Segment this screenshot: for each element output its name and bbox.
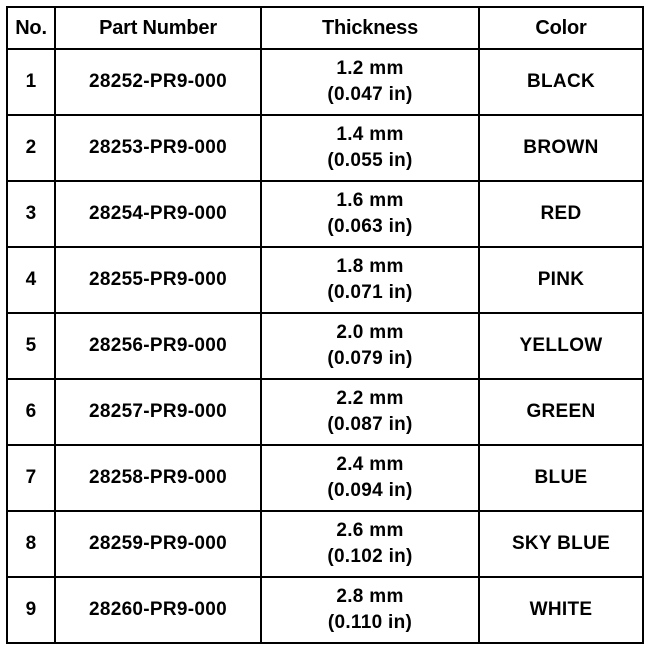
table-row [7,115,643,181]
thickness-in: (0.079 in) [327,348,413,369]
table-row [7,247,643,313]
cell-part-number: 28254-PR9-000 [55,181,261,247]
header-color: Color [479,7,643,49]
cell-color: BROWN [479,115,643,181]
cell-thickness [261,313,479,379]
thickness-in: (0.110 in) [327,612,413,633]
header-no: No. [7,7,55,49]
cell-thickness [261,511,479,577]
thickness-mm: 2.0 mm [336,322,404,343]
cell-no: 6 [7,379,55,445]
cell-part-number: 28259-PR9-000 [55,511,261,577]
cell-part-number: 28258-PR9-000 [55,445,261,511]
cell-part-number: 28255-PR9-000 [55,247,261,313]
table-row [7,379,643,445]
cell-no: 2 [7,115,55,181]
header-thickness: Thickness [261,7,479,49]
cell-color: BLACK [479,49,643,115]
cell-thickness [261,247,479,313]
cell-no: 1 [7,49,55,115]
table-row [7,577,643,643]
cell-thickness [261,181,479,247]
cell-color: RED [479,181,643,247]
thickness-mm: 1.6 mm [336,190,404,211]
table-header [7,7,643,49]
cell-color: PINK [479,247,643,313]
thickness-mm: 2.6 mm [336,520,404,541]
thickness-in: (0.071 in) [327,282,413,303]
thickness-mm: 1.4 mm [336,124,404,145]
table-row [7,313,643,379]
cell-thickness [261,445,479,511]
cell-no: 8 [7,511,55,577]
thickness-mm: 1.8 mm [336,256,404,277]
cell-no: 7 [7,445,55,511]
thickness-in: (0.055 in) [327,150,413,171]
cell-thickness [261,115,479,181]
cell-thickness [261,577,479,643]
cell-part-number: 28260-PR9-000 [55,577,261,643]
cell-color: GREEN [479,379,643,445]
cell-no: 4 [7,247,55,313]
thickness-in: (0.102 in) [327,546,413,567]
cell-color: YELLOW [479,313,643,379]
thickness-mm: 1.2 mm [336,58,404,79]
thickness-in: (0.063 in) [327,216,413,237]
cell-part-number: 28252-PR9-000 [55,49,261,115]
cell-color: BLUE [479,445,643,511]
table-body [7,49,643,643]
cell-no: 3 [7,181,55,247]
thickness-in: (0.094 in) [327,480,413,501]
cell-part-number: 28253-PR9-000 [55,115,261,181]
table-row [7,181,643,247]
cell-no: 5 [7,313,55,379]
header-part-number: Part Number [55,7,261,49]
thickness-mm: 2.2 mm [336,388,404,409]
thickness-in: (0.047 in) [327,84,413,105]
cell-color: WHITE [479,577,643,643]
thickness-mm: 2.4 mm [336,454,404,475]
thickness-mm: 2.8 mm [336,586,404,607]
header-row [7,7,643,49]
cell-thickness [261,379,479,445]
cell-color: SKY BLUE [479,511,643,577]
thickness-in: (0.087 in) [327,414,413,435]
cell-part-number: 28256-PR9-000 [55,313,261,379]
parts-table [6,6,644,644]
cell-part-number: 28257-PR9-000 [55,379,261,445]
cell-thickness [261,49,479,115]
table-row [7,445,643,511]
table-row [7,511,643,577]
table-row [7,49,643,115]
cell-no: 9 [7,577,55,643]
